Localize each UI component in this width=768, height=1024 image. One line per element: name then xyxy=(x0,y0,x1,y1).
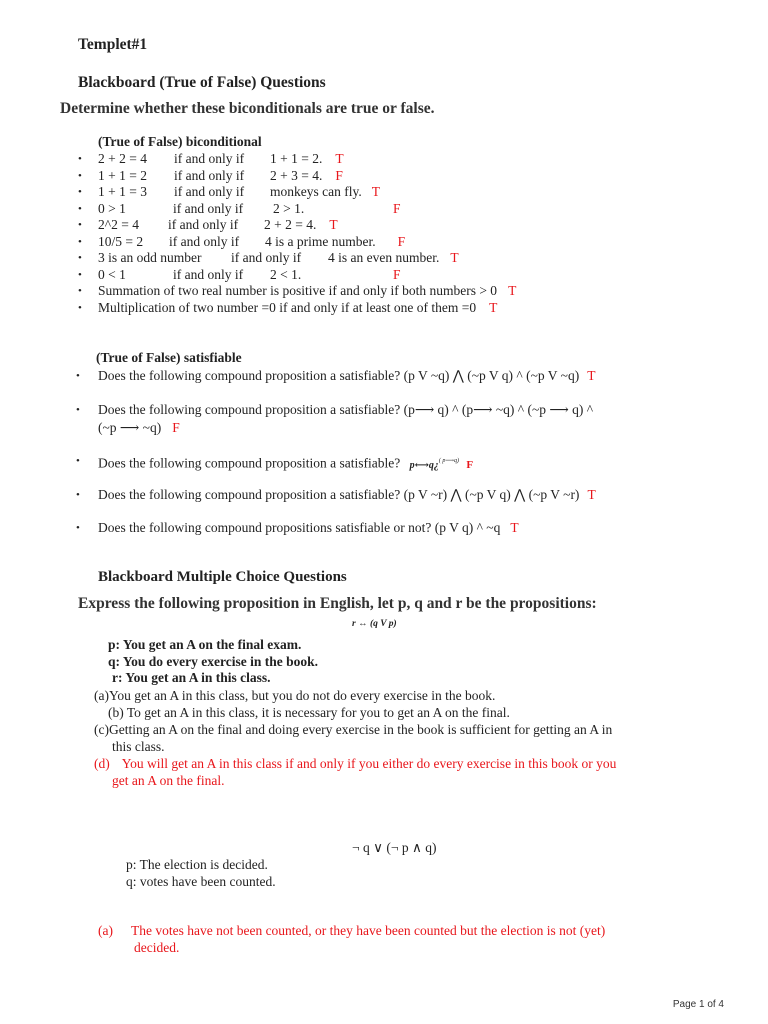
satisfiable-item: • Does the following compound propositions satisfiable or not? (p V q) ^ ~q T xyxy=(76,520,519,535)
biconditional-label: (True of False) biconditional xyxy=(98,134,262,149)
mc-question: Express the following proposition in English, let p, q and r be the propositions: xyxy=(78,595,597,612)
tf-instruction: Determine whether these biconditionals are true or false. xyxy=(60,100,435,117)
list-item: • 0 < 1 if and only if 2 < 1. F xyxy=(76,267,516,284)
list-item: • 1 + 1 = 2 if and only if 2 + 3 = 4. F xyxy=(76,168,516,185)
mc-def-r: r: You get an A in this class. xyxy=(112,670,271,685)
mc-option-a: (a)You get an A in this class, but you do not do every exercise in the book. xyxy=(94,688,496,703)
mc2-answer: (a) The votes have not been counted, or they have been counted but the election is not (yet) xyxy=(98,923,606,938)
satisfiable-item: • Does the following compound proposition a satisfiable? (p V ~r) ⋀ (~p V q) ⋀ (~p V ~r) T xyxy=(76,487,596,502)
bullet: • xyxy=(76,522,80,534)
list-item: • 2^2 = 4 if and only if 2 + 2 = 4. T xyxy=(76,217,516,234)
mc2-formula: ¬ q ∨ (¬ p ∧ q) xyxy=(352,840,437,855)
satisfiable-item: • Does the following compound proposition a satisfiable? (p V ~q) ⋀ (~p V q) ^ (~p V ~q) T xyxy=(76,368,596,383)
tf-heading: Blackboard (True of False) Questions xyxy=(78,74,326,91)
list-item: • 10/5 = 2 if and only if 4 is a prime number. F xyxy=(76,234,516,251)
list-item: • 3 is an odd number if and only if 4 is an even number. T xyxy=(76,250,516,267)
list-item: • 2 + 2 = 4 if and only if 1 + 1 = 2. T xyxy=(76,151,516,168)
satisfiable-label: (True of False) satisfiable xyxy=(96,350,242,365)
satisfiable-item: • Does the following compound proposition a satisfiable? (p⟶ q) ^ (p⟶ ~q) ^ (~p ⟶ q) ^ (~p ⟶ ~q) F xyxy=(76,402,594,435)
document-title: Templet#1 xyxy=(78,36,148,53)
bullet: • xyxy=(76,455,80,467)
mc2-answer-cont: decided. xyxy=(134,940,180,955)
list-item: • Summation of two real number is positive if and only if both numbers > 0 T xyxy=(76,283,516,300)
bullet: • xyxy=(76,489,80,501)
mc-option-c-cont: this class. xyxy=(112,739,165,754)
page-number: Page 1 of 4 xyxy=(672,999,724,1010)
mc2-def-q: q: votes have been counted. xyxy=(126,874,276,889)
list-item: • 0 > 1 if and only if 2 > 1. F xyxy=(76,201,516,218)
satisfiable-formula-sup: ( p⟶q) xyxy=(438,458,460,464)
mc2-def-p: p: The election is decided. xyxy=(126,857,268,872)
biconditional-list xyxy=(76,151,516,316)
satisfiable-formula: p⟷q¿ xyxy=(409,459,439,471)
mc-option-d: (d) You will get an A in this class if and only if you either do every exercise in this book or you xyxy=(94,756,617,771)
mc-option-b: (b) To get an A in this class, it is necessary for you to get an A on the final. xyxy=(108,705,510,720)
mc-option-d-cont: get an A on the final. xyxy=(112,773,225,788)
satisfiable-item: • Does the following compound proposition a satisfiable? p⟷q¿$^{( p⟶q)}$ F xyxy=(98,452,473,475)
mc-formula: r ↔ (q V p) xyxy=(352,619,397,629)
mc-def-p: p: You get an A on the final exam. xyxy=(108,637,302,652)
bullet: • xyxy=(76,404,80,416)
mc-def-q: q: You do every exercise in the book. xyxy=(108,654,318,669)
list-item: • 1 + 1 = 3 if and only if monkeys can fly. T xyxy=(76,184,516,201)
bullet: • xyxy=(76,370,80,382)
list-item: • Multiplication of two number =0 if and only if at least one of them =0 T xyxy=(76,300,516,317)
mc-heading: Blackboard Multiple Choice Questions xyxy=(98,569,347,585)
mc-option-c: (c)Getting an A on the final and doing every exercise in the book is sufficient for getting an A in xyxy=(94,722,613,737)
